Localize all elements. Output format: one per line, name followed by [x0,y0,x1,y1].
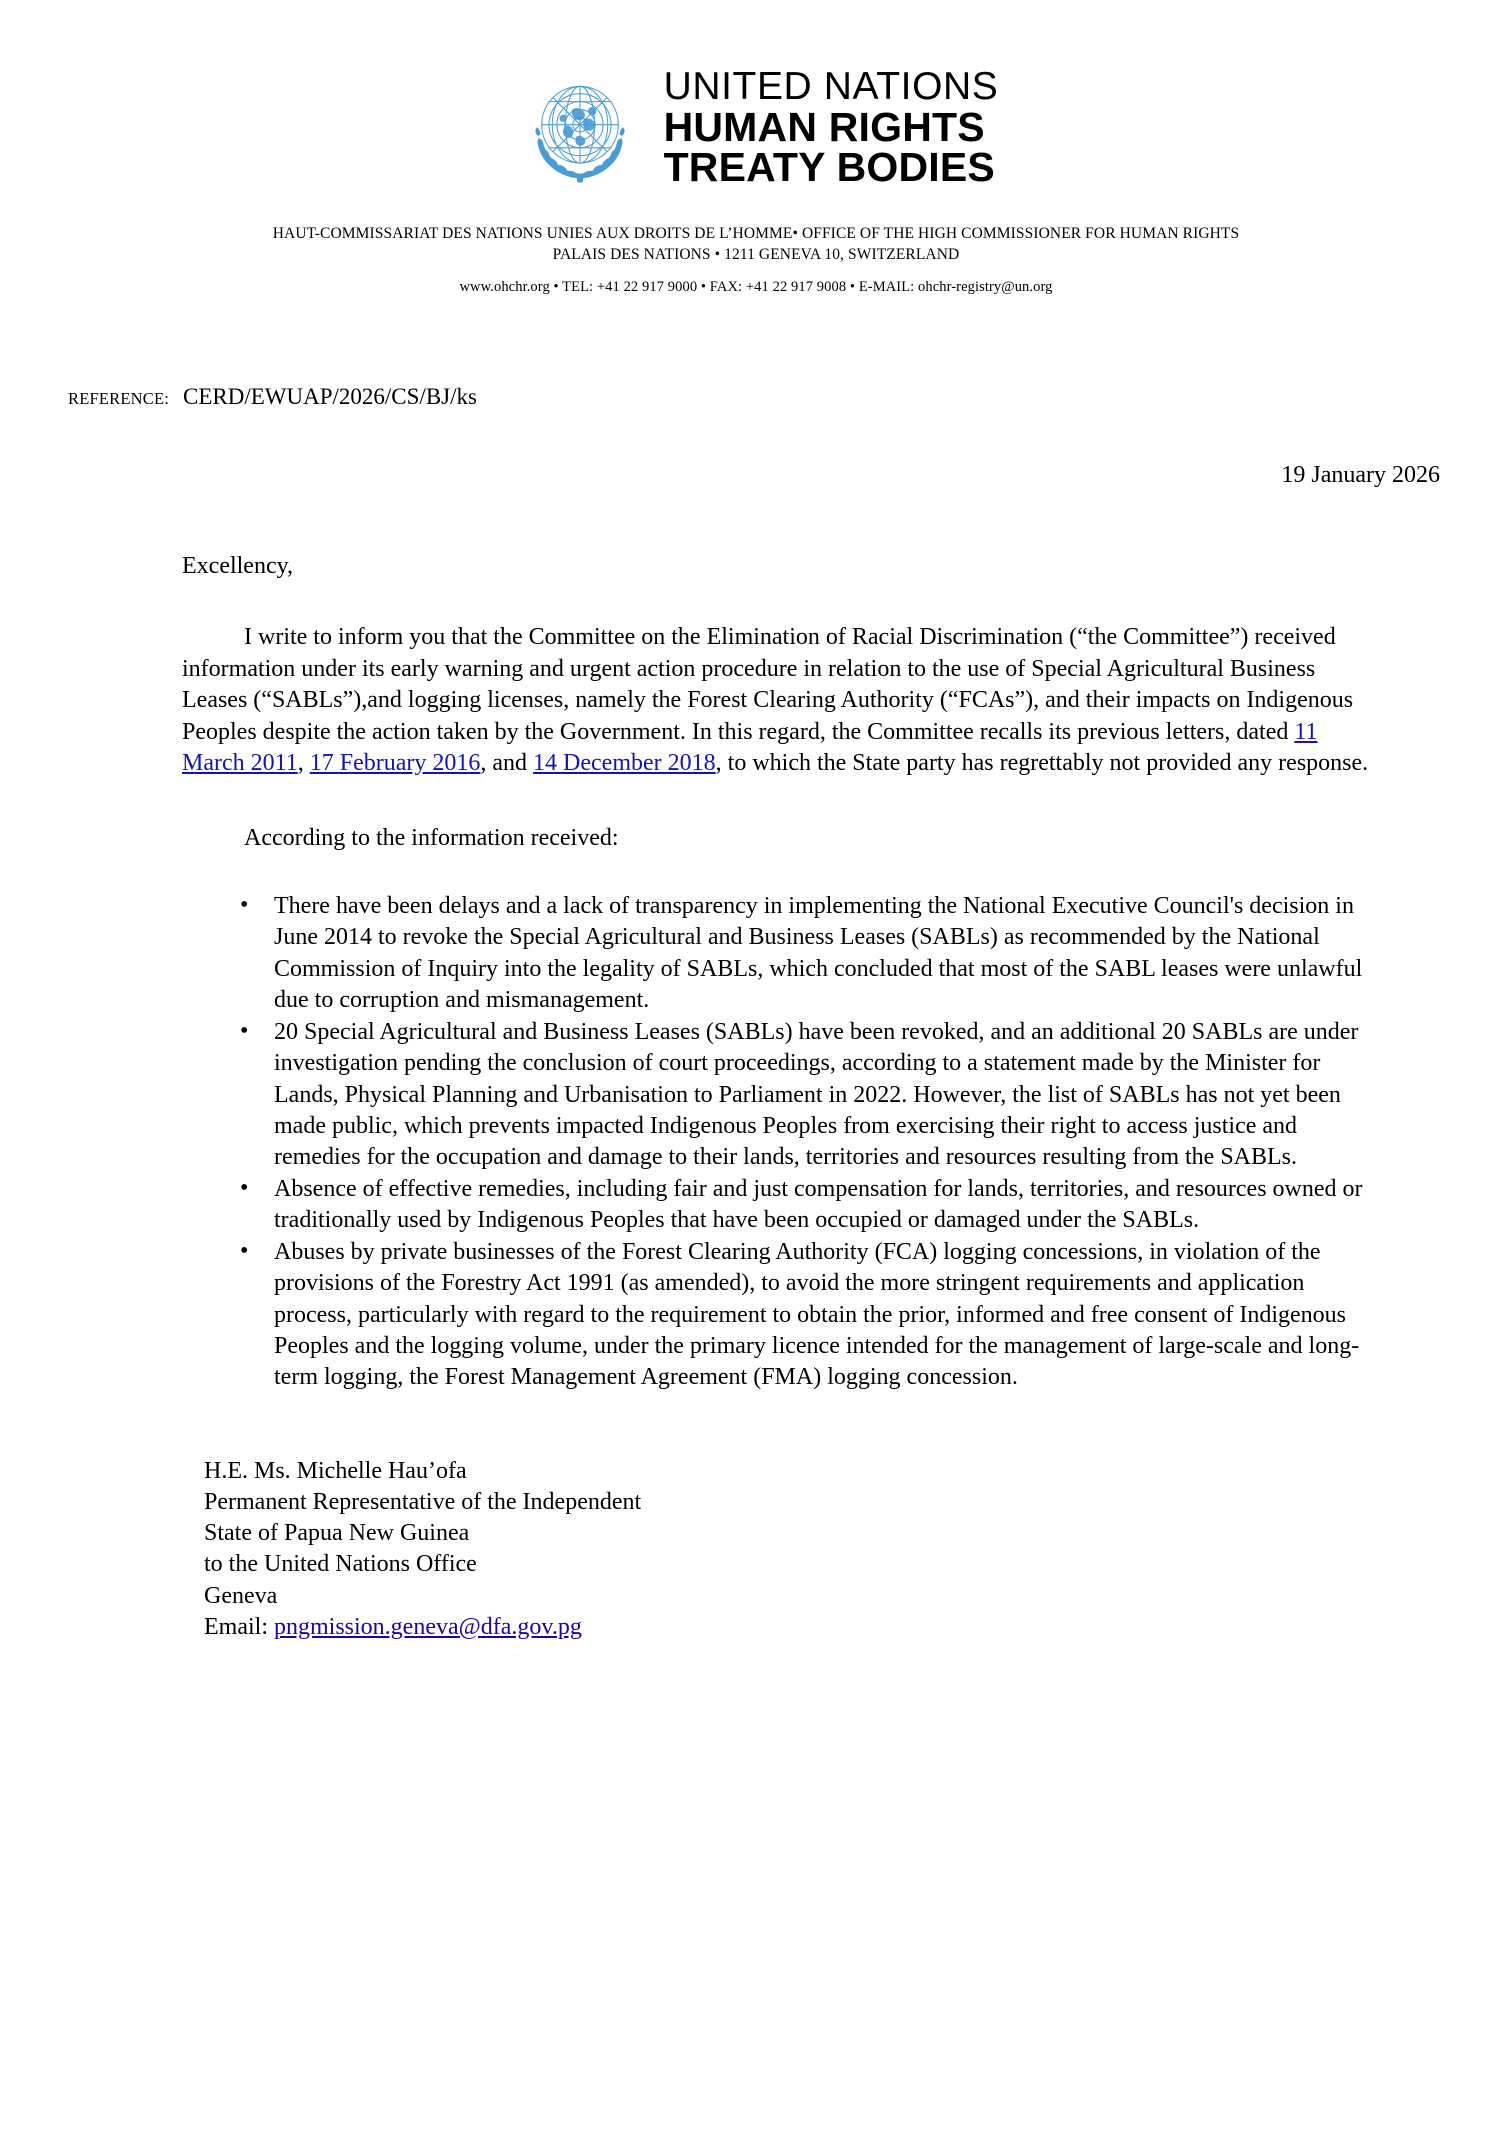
link-letter-14-december-2018[interactable]: 14 December 2018 [533,750,716,777]
un-emblem-icon [514,62,646,194]
logo-line-human-rights: HUMAN RIGHTS [663,103,985,150]
paragraph-according: According to the information received: [244,825,619,852]
logo-line-united-nations: UNITED NATIONS [663,65,999,109]
list-item: • 20 Special Agricultural and Business Leases (SABLs) have been revoked, and an additional 20 SABLs are under investigation pending the conclusion of court proceedings, according to a statement made by the Minister for Lands, Physical Planning and Urbanisation to Parliament in 2022. However, the list of SABLs has not yet been made public, which prevents impacted Indigenous Peoples from exercising their right to access justice and remedies for the occupation and damage to their lands, territories and resources resulting from the SABLs. [182,1017,1377,1174]
address-line-contact: www.ohchr.org • TEL: +41 22 917 9000 • FAX: +41 22 917 9008 • E-MAIL: ohchr-registry@un.org [459,278,1053,295]
addressee-name: H.E. Ms. Michelle Hau’ofa [204,1457,467,1484]
list-item: • Abuses by private businesses of the Forest Clearing Authority (FCA) logging concessions, in violation of the provisions of the Forestry Act 1991 (as amended), to avoid the more stringent requirements and application process, particularly with regard to the requirement to obtain the prior, informed and free consent of Indigenous Peoples and the logging volume, under the primary licence intended for the management of large-scale and long-term logging, the Forest Management Agreement (FMA) logging concession. [182,1237,1377,1394]
addressee-email-row [204,1612,1377,1643]
address-line-office: HAUT-COMMISSARIAT DES NATIONS UNIES AUX DROITS DE L’HOMME• OFFICE OF THE HIGH COMMISSIONER FOR HUMAN RIGHTS [272,225,1240,242]
addressee-city: Geneva [204,1582,278,1609]
link-letter-11-march-2011[interactable]: 11 March 2011 [182,718,1318,777]
list-item: • Absence of effective remedies, including fair and just compensation for lands, territories, and resources owned or traditionally used by Indigenous Peoples that have been occupied or damaged under the SABLs. [182,1174,1377,1237]
email-label: Email: [204,1613,274,1640]
addressee-email-link[interactable]: pngmission.geneva@dfa.gov.pg [273,1613,582,1640]
paragraph-intro [182,622,1377,779]
information-bullet-list [182,891,1377,1394]
letter-date: 19 January 2026 [1281,461,1440,488]
letter-body [182,551,1377,1643]
paragraph-intro-part2: , to which the State party has regrettably not provided any response. [715,750,1369,777]
salutation: Excellency, [182,552,294,579]
letterhead-logo [0,0,1512,194]
addressee-title-line-2: State of Papua New Guinea [204,1520,470,1547]
reference-label: REFERENCE: [68,388,170,408]
letterhead-logo-text [663,65,999,191]
list-item: • There have been delays and a lack of transparency in implementing the National Executive Council's decision in June 2014 to revoke the Special Agricultural and Business Leases (SABLs) as recommended by the National Commission of Inquiry into the legality of SABLs, which concluded that most of the SABL leases were unlawful due to corruption and mismanagement. [182,891,1377,1017]
paragraph-intro-part1: I write to inform you that the Committee on the Elimination of Racial Discrimination (“the Committee”) received information under its early warning and urgent action procedure in relation to the use of Special Agricultural Business Leases (“SABLs”),and logging licenses, namely the Forest Clearing Authority (“FCAs”), and their impacts on Indigenous Peoples despite the action taken by the Government. In this regard, the Committee recalls its previous letters, dated [182,624,1354,745]
link-letter-17-february-2016[interactable]: 17 February 2016 [309,750,481,777]
reference-value: CERD/EWUAP/2026/CS/BJ/ks [183,383,477,409]
paragraph-sep-2: , and [480,750,534,777]
paragraph-sep-1: , [297,750,310,777]
addressee-block [204,1456,1377,1643]
reference-row [68,384,1512,410]
addressee-title-line-3: to the United Nations Office [204,1551,477,1578]
address-line-location: PALAIS DES NATIONS • 1211 GENEVA 10, SWITZERLAND [552,245,960,263]
addressee-title-line-1: Permanent Representative of the Independent [204,1489,642,1516]
logo-line-treaty-bodies: TREATY BODIES [663,144,995,191]
letterhead-address [0,224,1512,296]
